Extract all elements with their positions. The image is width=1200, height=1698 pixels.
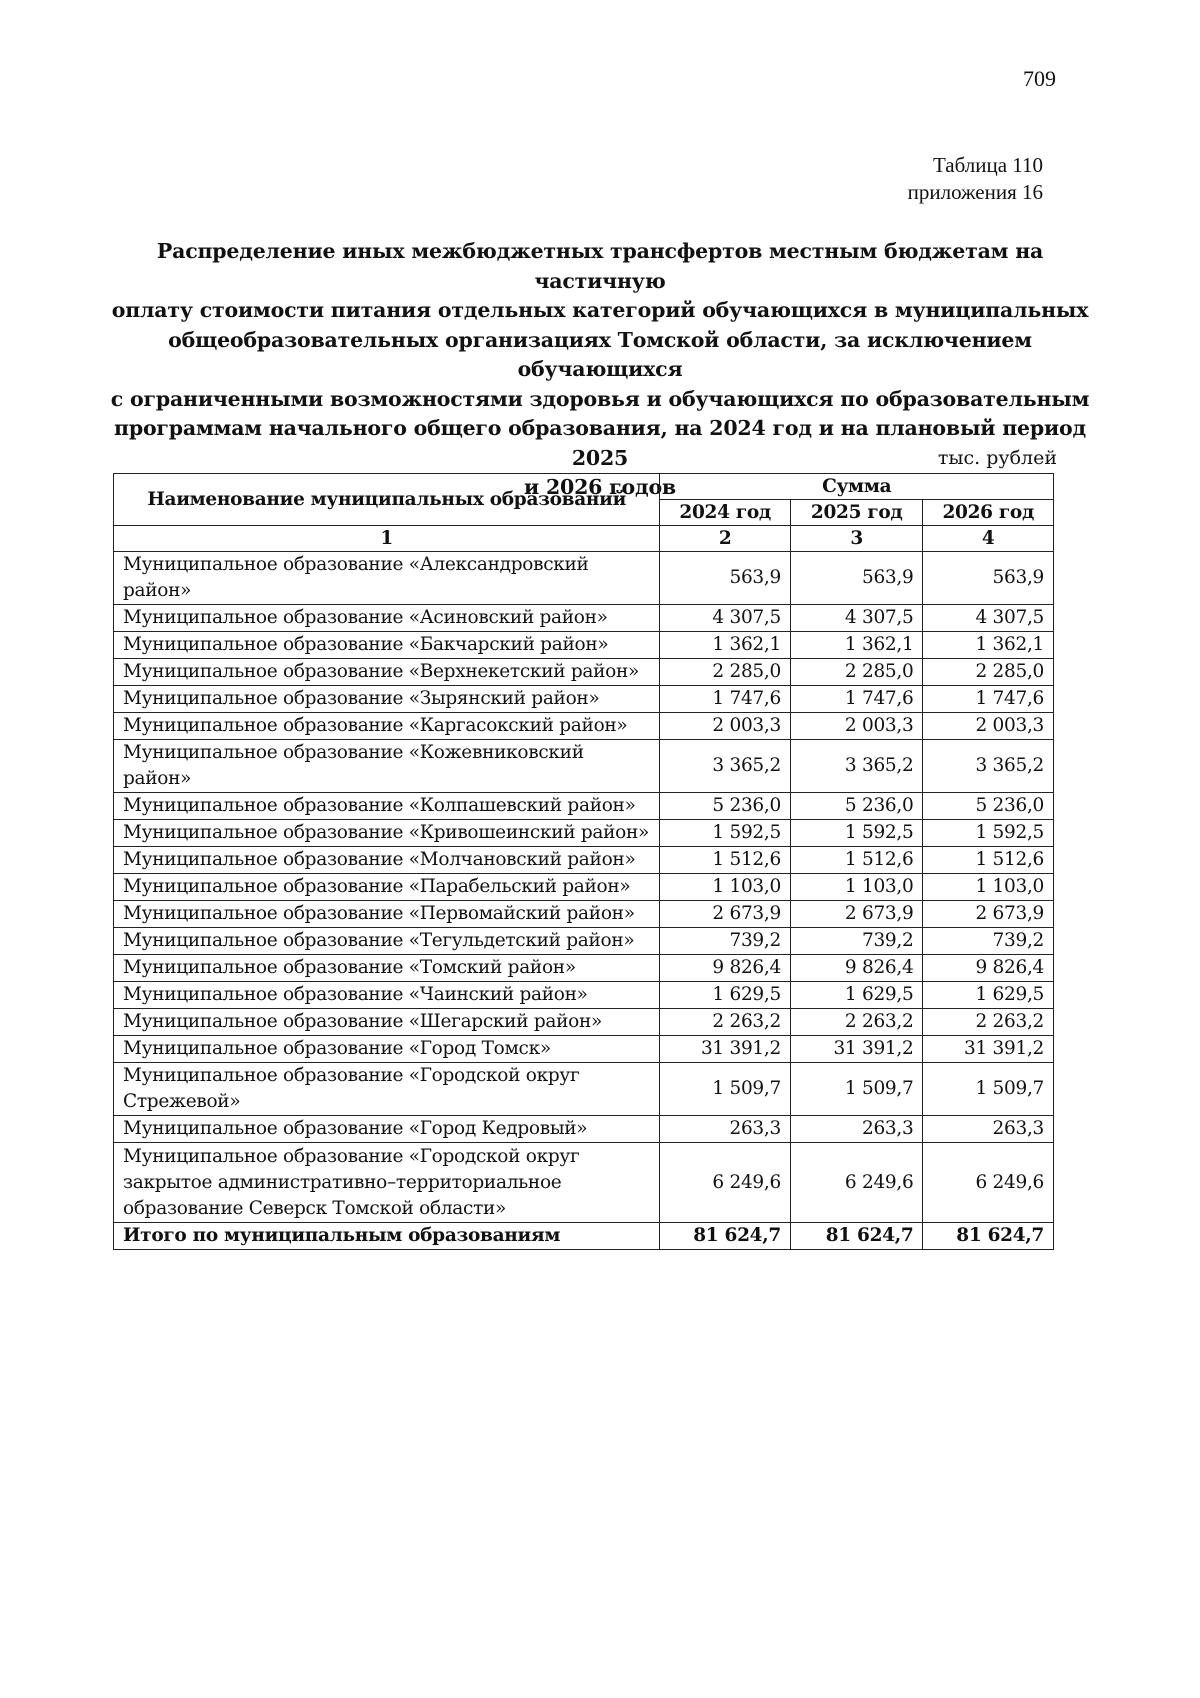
amount-2026: 3 365,2 — [923, 740, 1054, 793]
municipality-name: Муниципальное образование «Зырянский район» — [114, 686, 660, 713]
table-row — [114, 1063, 1054, 1116]
total-2026: 81 624,7 — [923, 1223, 1054, 1250]
amount-2026: 1 512,6 — [923, 847, 1054, 874]
column-number: 3 — [790, 526, 923, 552]
amount-2026: 1 509,7 — [923, 1063, 1054, 1116]
table-reference — [908, 152, 1043, 206]
amount-2024: 1 512,6 — [660, 847, 791, 874]
total-row — [114, 1223, 1054, 1250]
municipality-name: Муниципальное образование «Парабельский район» — [114, 874, 660, 901]
amount-2025: 739,2 — [790, 928, 923, 955]
title-line: с ограниченными возможностями здоровья и обучающихся по образовательным — [110, 386, 1090, 411]
amount-2026: 2 003,3 — [923, 713, 1054, 740]
municipality-name: Муниципальное образование «Город Томск» — [114, 1036, 660, 1063]
amount-2026: 2 285,0 — [923, 659, 1054, 686]
municipality-name: Муниципальное образование «Томский район» — [114, 955, 660, 982]
table-row — [114, 874, 1054, 901]
amount-2025: 563,9 — [790, 552, 923, 605]
table-row — [114, 982, 1054, 1009]
title-line: и 2026 годов — [524, 475, 676, 499]
amount-2026: 9 826,4 — [923, 955, 1054, 982]
page-number: 709 — [1023, 66, 1056, 91]
amount-2026: 563,9 — [923, 552, 1054, 605]
amount-2025: 1 362,1 — [790, 632, 923, 659]
total-2024: 81 624,7 — [660, 1223, 791, 1250]
table-row — [114, 686, 1054, 713]
column-number: 2 — [660, 526, 791, 552]
table-row — [114, 1143, 1054, 1223]
municipality-name: Муниципальное образование «Бакчарский район» — [114, 632, 660, 659]
amount-2026: 1 103,0 — [923, 874, 1054, 901]
amount-2024: 31 391,2 — [660, 1036, 791, 1063]
amount-2024: 1 362,1 — [660, 632, 791, 659]
amount-2025: 4 307,5 — [790, 605, 923, 632]
amount-2026: 1 747,6 — [923, 686, 1054, 713]
amount-2026: 1 592,5 — [923, 820, 1054, 847]
table-row — [114, 1009, 1054, 1036]
column-header-sum: Сумма — [660, 474, 1054, 500]
amount-2024: 4 307,5 — [660, 605, 791, 632]
municipality-name: Муниципальное образование «Первомайский район» — [114, 901, 660, 928]
municipality-name: Муниципальное образование «Верхнекетский район» — [114, 659, 660, 686]
amount-2024: 1 103,0 — [660, 874, 791, 901]
amount-2024: 2 003,3 — [660, 713, 791, 740]
amount-2025: 1 747,6 — [790, 686, 923, 713]
amount-2025: 1 592,5 — [790, 820, 923, 847]
table-row — [114, 659, 1054, 686]
table-row — [114, 793, 1054, 820]
table-row — [114, 552, 1054, 605]
amount-2024: 2 285,0 — [660, 659, 791, 686]
header-row — [114, 474, 1054, 500]
amount-2026: 1 362,1 — [923, 632, 1054, 659]
amount-2025: 31 391,2 — [790, 1036, 923, 1063]
amount-2024: 1 509,7 — [660, 1063, 791, 1116]
amount-2024: 563,9 — [660, 552, 791, 605]
title-line: оплату стоимости питания отдельных категорий обучающихся в муниципальных — [111, 298, 1089, 322]
amount-2024: 6 249,6 — [660, 1143, 791, 1223]
amount-2026: 1 629,5 — [923, 982, 1054, 1009]
municipality-name: Муниципальное образование «Каргасокский район» — [114, 713, 660, 740]
column-header-2026: 2026 год — [923, 500, 1054, 526]
municipality-name: Муниципальное образование «Александровский район» — [114, 552, 660, 605]
amount-2026: 4 307,5 — [923, 605, 1054, 632]
table-row — [114, 740, 1054, 793]
amount-2026: 2 263,2 — [923, 1009, 1054, 1036]
amount-2024: 1 747,6 — [660, 686, 791, 713]
column-number: 1 — [114, 526, 660, 552]
table-row — [114, 955, 1054, 982]
municipality-name: Муниципальное образование «Городской округ Стрежевой» — [114, 1063, 660, 1116]
amount-2024: 1 629,5 — [660, 982, 791, 1009]
table-row — [114, 901, 1054, 928]
municipality-name: Муниципальное образование «Тегульдетский район» — [114, 928, 660, 955]
amount-2025: 2 285,0 — [790, 659, 923, 686]
title-line: Распределение иных межбюджетных трансфертов местным бюджетам на частичную — [156, 239, 1044, 293]
table-row — [114, 928, 1054, 955]
table-row — [114, 847, 1054, 874]
amount-2025: 1 103,0 — [790, 874, 923, 901]
total-label: Итого по муниципальным образованиям — [114, 1223, 660, 1250]
amount-2026: 263,3 — [923, 1116, 1054, 1143]
amount-2025: 2 263,2 — [790, 1009, 923, 1036]
municipality-name: Муниципальное образование «Кожевниковский район» — [114, 740, 660, 793]
appendix-label: приложения 16 — [907, 180, 1043, 204]
amount-2024: 263,3 — [660, 1116, 791, 1143]
municipality-name: Муниципальное образование «Молчановский район» — [114, 847, 660, 874]
amount-2024: 9 826,4 — [660, 955, 791, 982]
amount-2024: 739,2 — [660, 928, 791, 955]
units-label: тыс. рублей — [937, 447, 1057, 469]
amount-2024: 1 592,5 — [660, 820, 791, 847]
table-label: Таблица 110 — [932, 153, 1043, 177]
column-numbers-row — [114, 526, 1054, 552]
amount-2025: 1 509,7 — [790, 1063, 923, 1116]
column-number: 4 — [923, 526, 1054, 552]
amount-2024: 2 263,2 — [660, 1009, 791, 1036]
total-2025: 81 624,7 — [790, 1223, 923, 1250]
amount-2025: 263,3 — [790, 1116, 923, 1143]
municipality-name: Муниципальное образование «Колпашевский район» — [114, 793, 660, 820]
amount-2025: 5 236,0 — [790, 793, 923, 820]
amount-2024: 5 236,0 — [660, 793, 791, 820]
table-row — [114, 1036, 1054, 1063]
title-line: общеобразовательных организациях Томской области, за исключением обучающихся — [168, 327, 1032, 381]
municipality-name: Муниципальное образование «Асиновский район» — [114, 605, 660, 632]
municipality-name: Муниципальное образование «Шегарский район» — [114, 1009, 660, 1036]
municipality-name: Муниципальное образование «Город Кедровый» — [114, 1116, 660, 1143]
table-row — [114, 1116, 1054, 1143]
municipality-name: Муниципальное образование «Чаинский район» — [114, 982, 660, 1009]
amount-2025: 2 673,9 — [790, 901, 923, 928]
amount-2025: 6 249,6 — [790, 1143, 923, 1223]
municipality-name: Муниципальное образование «Кривошеинский район» — [114, 820, 660, 847]
amount-2025: 3 365,2 — [790, 740, 923, 793]
table-row — [114, 632, 1054, 659]
amount-2025: 9 826,4 — [790, 955, 923, 982]
table-row — [114, 605, 1054, 632]
amount-2024: 3 365,2 — [660, 740, 791, 793]
amount-2025: 2 003,3 — [790, 713, 923, 740]
column-header-2024: 2024 год — [660, 500, 791, 526]
amount-2026: 5 236,0 — [923, 793, 1054, 820]
amount-2025: 1 629,5 — [790, 982, 923, 1009]
amount-2025: 1 512,6 — [790, 847, 923, 874]
amount-2024: 2 673,9 — [660, 901, 791, 928]
amount-2026: 6 249,6 — [923, 1143, 1054, 1223]
table-row — [114, 820, 1054, 847]
amount-2026: 2 673,9 — [923, 901, 1054, 928]
column-header-2025: 2025 год — [790, 500, 923, 526]
amount-2026: 739,2 — [923, 928, 1054, 955]
title-line: программам начального общего образования, на 2024 год и на плановый период 2025 — [114, 416, 1086, 470]
amount-2026: 31 391,2 — [923, 1036, 1054, 1063]
municipality-name: Муниципальное образование «Городской округ закрытое административно–территориальное образование Северск Томской области» — [114, 1143, 660, 1223]
column-header-name: Наименование муниципальных образований — [114, 474, 660, 526]
table-row — [114, 713, 1054, 740]
transfers-table — [113, 473, 1054, 1250]
